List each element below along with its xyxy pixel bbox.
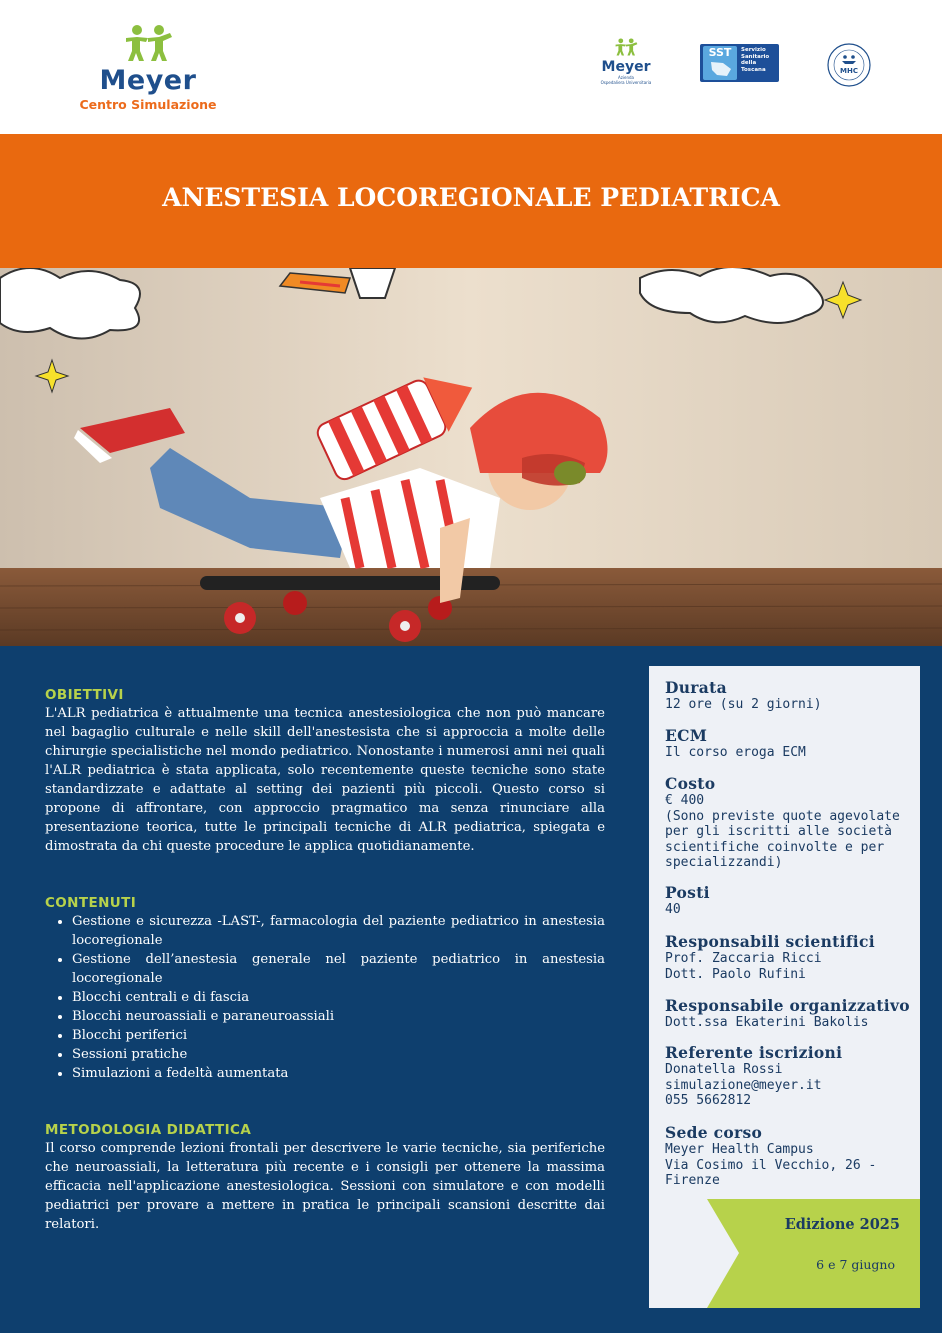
meyer-aou-logo: [594, 38, 658, 90]
sede-value: Meyer Health Campus Via Cosimo il Vecchio, 26 - Firenze: [665, 1142, 877, 1188]
referente-value: Donatella Rossi simulazione@meyer.it 055 5662812: [665, 1062, 822, 1108]
kids-small-icon: [611, 38, 641, 56]
centro-simulazione-label: Centro Simulazione: [79, 97, 217, 112]
methodology-text: Il corso comprende lezioni frontali per descrivere le varie tecniche, sia periferiche che neuroassiali, la letteratura più recente e i consigli per ottenere la massima efficacia nell'applicazione anestesiologica. Sessioni con simulatore e con modelli pediatrici per provare a mettere in pratica le principali scansioni descritte dai relatori.: [45, 1141, 605, 1232]
info-referente: [665, 1043, 910, 1109]
list-item: • Gestione dell’anestesia generale nel paziente pediatrico in anestesia locoregionale: [72, 950, 605, 988]
course-description: [45, 686, 605, 1234]
methodology-heading: METODOLOGIA DIDATTICA: [45, 1122, 252, 1138]
list-item: • Blocchi periferici: [72, 1026, 605, 1045]
posti-value: 40: [665, 902, 681, 917]
referente-label: Referente iscrizioni: [665, 1043, 843, 1062]
info-resp-scientifici: [665, 932, 910, 982]
info-posti: [665, 883, 910, 918]
resp-organizzativo-label: Responsabile organizzativo: [665, 996, 910, 1015]
sst-line-1: Servizio: [741, 47, 766, 53]
ecm-value: Il corso eroga ECM: [665, 745, 806, 760]
costo-label: Costo: [665, 774, 716, 793]
posti-label: Posti: [665, 883, 710, 902]
mhc-abbrev: MHC: [840, 67, 858, 75]
sst-mark: [703, 46, 737, 80]
ecm-label: ECM: [665, 726, 708, 745]
info-costo: [665, 774, 910, 871]
aou-label-1: Azienda: [618, 75, 634, 80]
list-item: • Gestione e sicurezza -LAST-, farmacologia del paziente pediatrico in anestesia locoregionale: [72, 912, 605, 950]
list-item: • Blocchi centrali e di fascia: [72, 988, 605, 1007]
info-ecm: [665, 726, 910, 761]
sst-line-4: Toscana: [741, 66, 766, 73]
contents-heading: CONTENUTI: [45, 895, 137, 911]
durata-label: Durata: [665, 678, 727, 697]
list-item: • Simulazioni a fedeltà aumentata: [72, 1064, 605, 1083]
sst-line-3: della: [741, 60, 757, 66]
info-sede: [665, 1123, 910, 1189]
sede-label: Sede corso: [665, 1123, 763, 1142]
kids-logo-icon: [118, 24, 178, 62]
meyer-centro-simulazione-logo: [78, 24, 218, 120]
edition-title: Edizione 2025: [784, 1216, 900, 1233]
sst-logo: [700, 44, 779, 82]
cloud-left-icon: [0, 268, 140, 339]
list-item: • Blocchi neuroassiali e paraneuroassiali: [72, 1007, 605, 1026]
sst-text: [741, 47, 777, 73]
sst-abbrev: SST: [708, 46, 732, 59]
meyer-small-wordmark: Meyer: [601, 59, 651, 75]
costo-value: € 400 (Sono previste quote agevolate per gli iscritti alle società scientifiche coinvolte e per specializzandi): [665, 793, 900, 870]
durata-value: 12 ore (su 2 giorni): [665, 697, 822, 712]
tuscany-map-icon: [705, 60, 735, 78]
objectives-text: L'ALR pediatrica è attualmente una tecnica anestesiologica che non può mancare nel bagaglio culturale e nelle skill dell'anestesista che si approccia a molte delle chirurgie specialistiche nel mondo pediatrico. Nonostante i numerosi anni nei quali l'ALR pediatrica è stata applicata, solo recentemente queste tecniche sono state standardizzate e adattate al setting dei pazienti più piccoli. Questo corso si propone di affrontare, con approccio pragmatico ma senza rinunciare alla presentazione teorica, tutte le principali tecniche di ALR pediatrica, spiegata e dimostrata da chi queste procedure le applica quotidianamente.: [45, 706, 605, 854]
meyer-health-campus-logo: [826, 42, 872, 88]
resp-scientifici-value: Prof. Zaccaria Ricci Dott. Paolo Rufini: [665, 951, 822, 982]
resp-organizzativo-value: Dott.ssa Ekaterini Bakolis: [665, 1015, 869, 1030]
objectives-heading: OBIETTIVI: [45, 687, 124, 703]
info-durata: [665, 678, 910, 713]
page-title: ANESTESIA LOCOREGIONALE PEDIATRICA: [162, 183, 780, 212]
resp-scientifici-label: Responsabili scientifici: [665, 932, 875, 951]
hero-photo-child-rocket-skateboard: [0, 268, 942, 646]
list-item: • Sessioni pratiche: [72, 1045, 605, 1064]
info-resp-organizzativo: [665, 996, 910, 1031]
contents-list: [45, 912, 605, 1083]
edition-dates: 6 e 7 giugno: [816, 1257, 895, 1272]
sst-line-2: Sanitario: [741, 53, 770, 60]
aou-label-2: Ospedaliera Universitaria: [600, 80, 652, 85]
header: [0, 0, 942, 134]
meyer-wordmark: Meyer: [99, 65, 197, 96]
